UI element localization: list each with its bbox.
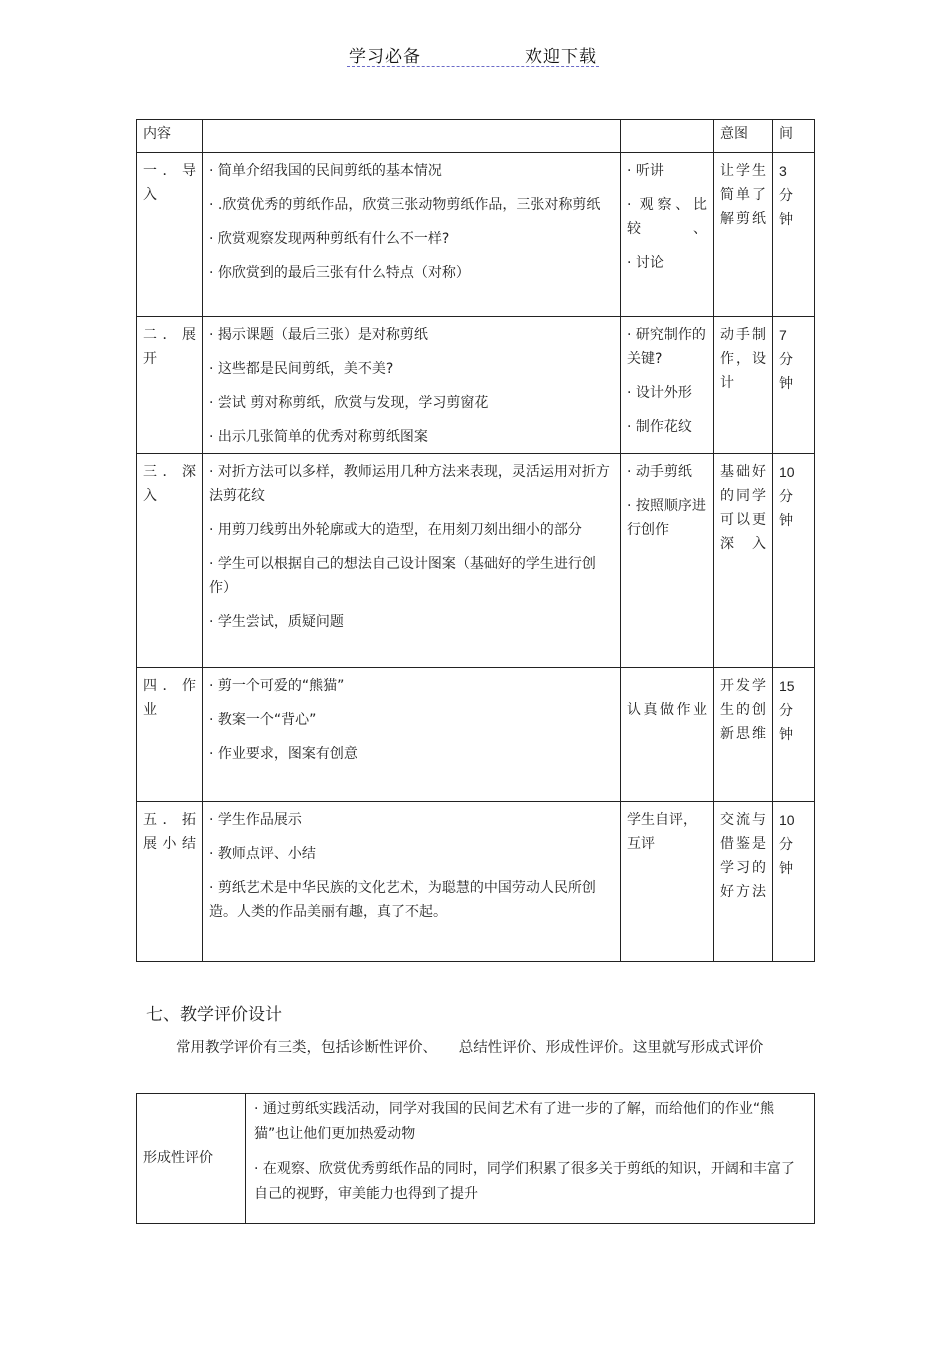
time-value: 7 <box>779 327 787 343</box>
stage-cell: 二．展开 <box>137 317 203 454</box>
header-cell-intent: 意图 <box>714 120 773 153</box>
table-header-row <box>137 120 815 153</box>
activity-cell <box>621 153 714 317</box>
content-item: · 尝试 剪对称剪纸，欣赏与发现，学习剪窗花 <box>209 395 489 411</box>
activity-cell <box>621 668 714 802</box>
content-item: · 作业要求，图案有创意 <box>209 746 358 762</box>
time-cell <box>773 317 815 454</box>
time-unit: 分 <box>779 351 793 367</box>
header-cell-time: 间 <box>773 120 815 153</box>
content-item: · 学生尝试，质疑问题 <box>209 614 344 630</box>
activity-item: 学生自评，互评 <box>627 812 697 852</box>
content-item: · 简单介绍我国的民间剪纸的基本情况 <box>209 163 442 179</box>
time-cell <box>773 668 815 802</box>
table-row <box>137 153 815 317</box>
content-cell <box>203 153 621 317</box>
evaluation-label: 形成性评价 <box>137 1094 246 1224</box>
lesson-plan-table <box>136 119 815 962</box>
time-value: 15 <box>779 678 795 694</box>
content-item: · 用剪刀线剪出外轮廓或大的造型，在用刻刀刻出细小的部分 <box>209 522 582 538</box>
time-cell <box>773 454 815 668</box>
evaluation-item: · 在观察、欣赏优秀剪纸作品的同时，同学们积累了很多关于剪纸的知识，开阔和丰富了自己的视野，审美能力也得到了提升 <box>254 1161 795 1202</box>
activity-item: · 设计外形 <box>627 385 692 401</box>
time-unit: 钟 <box>779 211 793 227</box>
content-item: · 对折方法可以多样，教师运用几种方法来表现，灵活运用对折方法剪花纹 <box>209 464 610 504</box>
section-title: 七、教学评价设计 <box>146 1005 282 1025</box>
intent-cell: 让学生简单了解剪纸 <box>714 153 773 317</box>
time-value: 10 <box>779 464 795 480</box>
activity-item: 认真做作业 <box>627 702 707 718</box>
time-unit: 钟 <box>779 375 793 391</box>
intent-cell: 基础好的同学可以更深入 <box>714 454 773 668</box>
stage-cell: 一．导入 <box>137 153 203 317</box>
content-item: · 剪一个可爱的“熊猫” <box>209 678 345 694</box>
header-cell-blank <box>203 120 621 153</box>
content-item: · 揭示课题（最后三张）是对称剪纸 <box>209 327 428 343</box>
activity-cell <box>621 317 714 454</box>
activity-item: · 按照顺序进行创作 <box>627 498 706 538</box>
table-row <box>137 317 815 454</box>
time-unit: 分 <box>779 702 793 718</box>
time-unit: 分 <box>779 187 793 203</box>
activity-cell <box>621 454 714 668</box>
stage-cell: 四．作业 <box>137 668 203 802</box>
content-cell <box>203 317 621 454</box>
activity-item: · 动手剪纸 <box>627 464 692 480</box>
intent-cell: 开发学生的创新思维 <box>714 668 773 802</box>
intent-cell: 交流与借鉴是学习的好方法 <box>714 802 773 962</box>
content-item: · 剪纸艺术是中华民族的文化艺术，为聪慧的中国劳动人民所创造。人类的作品美丽有趣，真了不起。 <box>209 880 596 920</box>
time-unit: 分 <box>779 836 793 852</box>
time-unit: 钟 <box>779 860 793 876</box>
stage-cell: 五．拓展小结 <box>137 802 203 962</box>
content-item: · 教师点评、小结 <box>209 846 316 862</box>
header-right-text: 欢迎下载 <box>525 47 597 67</box>
table-row <box>137 454 815 668</box>
activity-item: · 研究制作的关键? <box>627 327 706 367</box>
table-row <box>137 802 815 962</box>
time-value: 10 <box>779 812 795 828</box>
content-item: · 你欣赏到的最后三张有什么特点（对称） <box>209 265 470 281</box>
time-cell <box>773 153 815 317</box>
evaluation-paragraph: 常用教学评价有三类，包括诊断性评价、 总结性评价、形成性评价。这里就写形成式评价 <box>176 1040 764 1056</box>
activity-item: · 观察、比较、 <box>627 197 707 237</box>
content-item: · 出示几张简单的优秀对称剪纸图案 <box>209 429 428 445</box>
content-cell <box>203 454 621 668</box>
time-cell <box>773 802 815 962</box>
evaluation-content <box>246 1094 815 1224</box>
evaluation-table <box>136 1093 815 1224</box>
time-unit: 钟 <box>779 512 793 528</box>
table-row <box>137 668 815 802</box>
activity-item: · 讨论 <box>627 255 664 271</box>
activity-cell <box>621 802 714 962</box>
content-cell <box>203 668 621 802</box>
content-cell <box>203 802 621 962</box>
header-left-text: 学习必备 <box>349 47 421 67</box>
content-item: · .欣赏优秀的剪纸作品，欣赏三张动物剪纸作品，三张对称剪纸 <box>209 197 601 213</box>
content-item: · 欣赏观察发现两种剪纸有什么不一样? <box>209 231 450 247</box>
page-header <box>347 40 599 67</box>
time-value: 3 <box>779 163 787 179</box>
header-cell-blank <box>621 120 714 153</box>
intent-cell: 动手制作，设计 <box>714 317 773 454</box>
time-unit: 分 <box>779 488 793 504</box>
header-cell-content: 内容 <box>137 120 203 153</box>
activity-item: · 听讲 <box>627 163 664 179</box>
content-item: · 学生作品展示 <box>209 812 302 828</box>
activity-item: · 制作花纹 <box>627 419 692 435</box>
stage-cell: 三．深入 <box>137 454 203 668</box>
content-item: · 学生可以根据自己的想法自己设计图案（基础好的学生进行创作） <box>209 556 596 596</box>
content-item: · 教案一个“背心” <box>209 712 317 728</box>
evaluation-item: · 通过剪纸实践活动，同学对我国的民间艺术有了进一步的了解，而给他们的作业“熊猫”也让他们更加热爱动物 <box>254 1101 775 1142</box>
table-row <box>137 1094 815 1224</box>
time-unit: 钟 <box>779 726 793 742</box>
content-item: · 这些都是民间剪纸，美不美? <box>209 361 394 377</box>
